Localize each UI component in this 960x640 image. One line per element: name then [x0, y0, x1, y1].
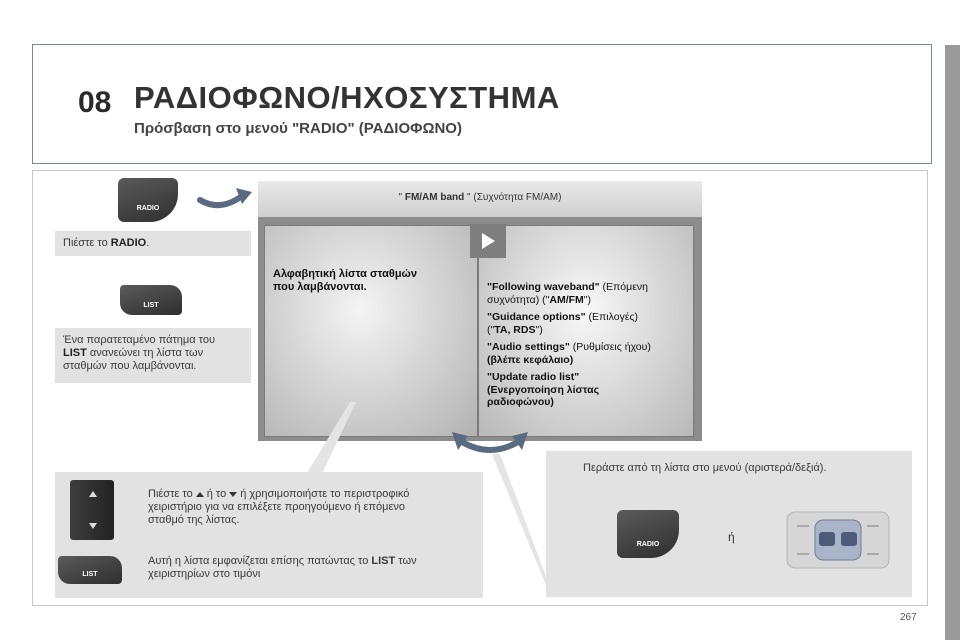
or-text: ή — [728, 530, 735, 544]
up-down-control-icon — [70, 480, 114, 540]
radio-button-label: RADIO — [636, 541, 660, 548]
caption-text: Πιέστε το — [63, 237, 111, 249]
menu-text: ") — [535, 323, 543, 336]
caption-text: ή χρησιμοποιήστε το περιστροφικό — [240, 488, 410, 500]
menu-text: ραδιοφώνου) — [487, 396, 554, 408]
caption-line: σταθμό της λίστας. — [148, 514, 240, 526]
down-arrow-icon — [229, 492, 237, 497]
arrow-icon — [196, 182, 254, 212]
menu-text: συχνότητα) (" — [487, 293, 550, 306]
menu-key: "Following waveband" — [487, 281, 600, 293]
caption-long-press-list — [55, 328, 251, 383]
caption-text: Αυτή η λίστα εμφανίζεται επίσης πατώντας το — [148, 555, 372, 567]
caption-line: Ένα παρατεταμένο πάτημα του — [63, 334, 215, 346]
left-right-arrows-icon — [448, 418, 532, 456]
station-line: Αλφαβητική λίστα σταθμών — [273, 268, 417, 280]
caption-rotary-text — [148, 488, 478, 527]
menu-text: (" — [487, 323, 495, 336]
menu-text: (Επιλογές) — [585, 311, 639, 323]
caption-line — [63, 347, 243, 360]
menu-text: (Ρυθμίσεις ήχου) — [569, 341, 651, 353]
screen-station-list-pane — [264, 225, 478, 437]
station-list-text — [273, 268, 473, 294]
play-icon — [470, 224, 506, 258]
caption-list-steering-text — [148, 555, 478, 581]
list-button-label: LIST — [82, 571, 98, 578]
page-title: ΡΑΔΙΟΦΩΝΟ/ΗΧΟΣΥΣΤΗΜΑ — [134, 80, 560, 115]
screen-text: " (Συχνότητα FM/AM) — [464, 192, 562, 203]
pointer-shade — [300, 400, 360, 480]
chapter-number: 08 — [78, 86, 112, 119]
caption-press-radio — [55, 231, 251, 256]
menu-item-following-waveband — [487, 281, 697, 306]
screen-band-key: FM/AM band — [404, 192, 465, 203]
caption-text: Πιέστε το — [148, 488, 193, 500]
list-button-label: LIST — [143, 302, 159, 309]
screen-band-bar — [258, 181, 702, 217]
menu-item-update-radio-list — [487, 371, 697, 409]
radio-button-label: RADIO — [136, 205, 160, 212]
down-arrow-icon — [89, 523, 97, 529]
menu-item-guidance-options — [487, 311, 697, 336]
page-number: 267 — [900, 612, 917, 623]
caption-line: χειριστηρίων στο τιμόνι — [148, 568, 261, 580]
menu-item-audio-settings — [487, 341, 697, 366]
menu-key: TA, RDS — [494, 323, 536, 336]
caption-line: σταθμών που λαμβάνονται. — [63, 360, 197, 372]
station-line: που λαμβάνονται. — [273, 281, 367, 293]
menu-key: AM/FM — [549, 293, 584, 306]
list-button-icon — [58, 556, 122, 584]
up-arrow-icon — [89, 491, 97, 497]
caption-menu-nav: Περάστε από τη λίστα στο μενού (αριστερά/δεξιά). — [583, 462, 827, 474]
caption-text: ανανεώνει τη λίστα των — [86, 347, 204, 359]
caption-text: των — [395, 555, 417, 567]
menu-key: "Audio settings" — [487, 341, 570, 353]
page-subtitle: Πρόσβαση στο μενού "RADIO" (ΡΑΔΙΟΦΩΝΟ) — [134, 120, 462, 137]
up-arrow-icon — [196, 492, 204, 497]
caption-key: LIST — [63, 347, 87, 359]
pointer-shade — [490, 452, 550, 592]
caption-key: LIST — [371, 555, 396, 567]
caption-line: χειριστήριο για να επιλέξετε προηγούμενο ή επόμενο — [148, 501, 405, 513]
page-edge-strip — [945, 45, 960, 640]
menu-key: "Update radio list" — [487, 371, 580, 383]
menu-key: "Guidance options" — [487, 311, 586, 323]
caption-text: ή το — [206, 488, 227, 500]
menu-text: (Επόμενη — [599, 281, 648, 293]
caption-key: RADIO — [110, 237, 147, 249]
list-button-icon — [120, 285, 182, 315]
steering-wheel-controls-icon — [785, 510, 891, 570]
menu-text: (βλέπε κεφάλαιο) — [487, 353, 574, 366]
screen-text: " — [398, 192, 405, 203]
radio-button-icon — [617, 510, 679, 558]
caption-text: . — [146, 237, 150, 249]
menu-text: ") — [583, 293, 592, 306]
menu-text: (Ενεργοποίηση λίστας — [487, 383, 600, 396]
